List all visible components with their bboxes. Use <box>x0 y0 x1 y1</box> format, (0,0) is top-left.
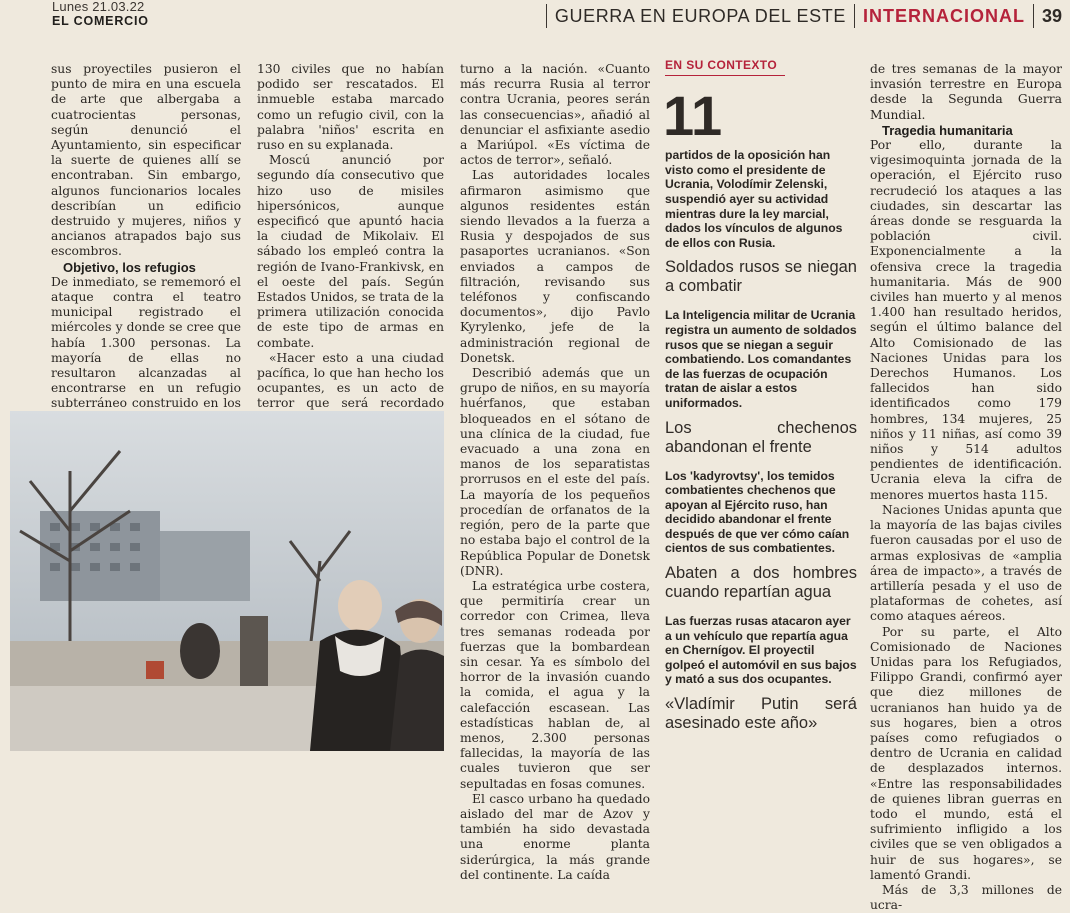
photo-illustration <box>10 411 444 751</box>
category-label: INTERNACIONAL <box>862 5 1025 26</box>
paragraph: De inmediato, se rememoró el ataque contra el teatro municipal registrado el miércoles y donde se cree que había 1.300 personas. La mayoría de ellas no resultaron alcanzadas al encontrarse en un refugio subterráneo construido en los <box>51 274 241 411</box>
context-text: Las fuerzas rusas atacaron ayer a un vehículo que repartía agua en Chernígov. El proyectil golpeó el automóvil en sus bajos y mató a sus dos ocupantes. <box>665 614 857 687</box>
context-sidebar <box>665 58 857 745</box>
paragraph: turno a la nación. «Cuanto más recurra Rusia al terror contra Ucrania, peores serán las consecuencias», añadió al denunciar el asfixiante asedio a Mariúpol. «Es víctima de actos de terror», señaló. <box>460 62 650 168</box>
paragraph: Describió además que un grupo de niños, en su mayoría huérfanos, que estaban bloqueados en el sótano de una clínica de la ciudad, fue evacuado a una zona en manos de los separatistas prorrusos en el este del país. La mayoría de los pequeños procedían de orfanatos de la región, pero de la parte que no estaba bajo el control de la República Popular de Donetsk (DNR). <box>460 366 650 578</box>
context-headline: Abaten a dos hombres cuando repartían agua <box>665 564 857 602</box>
paragraph: Las autoridades locales afirmaron asimismo que algunos residentes están siendo llevados a la fuerza a Rusia y despojados de sus pasaportes ucranianos. «Son enviados a campos de filtración, revisando sus teléfonos y confiscando documentos», dijo Pavlo Kyrylenko, jefe de la administración regional de Donetsk. <box>460 168 650 365</box>
header-divider <box>546 4 547 28</box>
context-big-number: 11 <box>663 84 723 148</box>
context-text: Los 'kadyrovtsy', los temidos combatientes chechenos que apoyan al Ejército ruso, han decidido abandonar el frente después de que ver cómo caían cientos de sus combatientes. <box>665 468 850 556</box>
paragraph: Más de 3,3 millones de ucra- <box>870 882 1062 913</box>
paragraph: de tres semanas de la mayor invasión terrestre en Europa desde la Segunda Guerra Mundial. <box>870 62 1062 122</box>
context-headline: Los chechenos abandonan el frente <box>665 418 857 456</box>
article-column-3 <box>460 62 650 883</box>
context-headline: «Vladímir Putin será asesinado este año» <box>665 695 857 733</box>
header-divider <box>1033 4 1034 28</box>
page-number: 39 <box>1041 5 1062 26</box>
masthead <box>52 0 149 28</box>
context-headline: Soldados rusos se niegan a combatir <box>665 258 857 296</box>
section-title: GUERRA EN EUROPA DEL ESTE <box>554 5 846 26</box>
newspaper-name: EL COMERCIO <box>52 14 149 28</box>
subheading: Tragedia humanitaria <box>882 122 1013 138</box>
paragraph: Por ello, durante la vigesimoquinta jornada de la operación, el Ejército ruso recrudeció los ataques a las ciudades, sin descartar las áreas donde se resguarda la población civil. Exponencialmente a la ofensiva crece la tragedia humanitaria. Más de 900 civiles han muerto y al menos 1.400 han resultado heridos, según el último balance del Alto Comisionado de las Naciones Unidas para los Derechos Humanos. Los fallecidos han sido identificados como 179 hombres, 134 mujeres, 25 niños y 11 niñas, así como 39 niños y 514 adultos pendientes de identificación. Ucrania eleva la cifra de menores muertos hasta 115. <box>870 138 1062 502</box>
context-label: EN SU CONTEXTO <box>665 58 785 76</box>
paragraph: Por su parte, el Alto Comisionado de Naciones Unidas para los Refugiados, Filippo Grandi, confirmó ayer que diez millones de ucranianos han huido ya de sus hogares, bien a otros países como refugiados o dentro de Ucrania en calidad de desplazados internos. «Entre las responsabilidades de quienes libran guerras en todo el mundo, está el sufrimiento infligido a los civiles que se ven obligados a huir de sus hogares», se lamentó Grandi. <box>870 624 1062 882</box>
paragraph: Moscú anunció por segundo día consecutivo que hizo uso de misiles hipersónicos, aunque especificó que apuntó hacia la ciudad de Mikolaiv. El sábado los empleó contra la región de Ivano-Frankivsk, en el oeste del país. Según Estados Unidos, se trata de la primera utilización conocida de este tipo de armas en combate. <box>257 153 444 350</box>
edition-date: Lunes 21.03.22 <box>52 0 145 14</box>
section-header <box>538 0 1062 32</box>
news-photo <box>10 411 444 751</box>
article-column-1 <box>51 62 241 442</box>
article-column-2 <box>257 62 444 457</box>
header-divider <box>854 4 855 28</box>
paragraph: El casco urbano ha quedado aislado del mar de Azov y también ha sido devastada una enorme planta siderúrgica, la más grande del continente. La caída <box>460 791 650 882</box>
subheading: Objetivo, los refugios <box>63 259 196 275</box>
paragraph: La estratégica urbe costera, que permitiría crear un corredor con Crimea, lleva tres semanas rodeada por fuerzas que la bombardean sin cesar. Ya es símbolo del horror de la invasión cuando la comida, el agua y la calefacción escasean. Las estadísticas hablan de, al menos, 2.300 personas fallecidas, la mayoría de las cuales tuvieron que ser sepultadas en fosas comunes. <box>460 578 650 791</box>
context-big-text: partidos de la oposición han visto como el presidente de Ucrania, Volodímir Zelenski, suspendió ayer su actividad mientras dure la ley marcial, dados los vínculos de algunos de ellos con Rusia. <box>665 148 843 250</box>
paragraph: Naciones Unidas apunta que la mayoría de las bajas civiles fueron causadas por el uso de armas explosivas de «amplia área de impacto», a través de artillería pesada y el uso de plataformas de cohetes, así como ataques aéreos. <box>870 502 1062 624</box>
paragraph: «Hacer esto a una ciudad pacífica, lo que han hecho los ocupantes, es un acto de terror que será recordado <box>257 350 444 411</box>
article-column-5 <box>870 62 1062 913</box>
paragraph: sus proyectiles pusieron el punto de mira en una escuela de arte que albergaba a cuatrocientas personas, según denunció el Ayuntamiento, sin especificar la suerte de quienes allí se encontraban. Sin embargo, algunos funcionarios locales describían un edificio destruido y mujeres, niños y ancianos atrapados bajo sus escombros. <box>51 62 241 259</box>
paragraph: 130 civiles que no habían podido ser rescatados. El inmueble estaba marcado como un refugio civil, con la palabra 'niños' escrita en ruso en su explanada. <box>257 62 444 153</box>
context-text: La Inteligencia militar de Ucrania registra un aumento de soldados rusos que se niegan a seguir combatiendo. Los comandantes de las fuerzas de ocupación tratan de aislar a estos uniformados. <box>665 308 857 410</box>
